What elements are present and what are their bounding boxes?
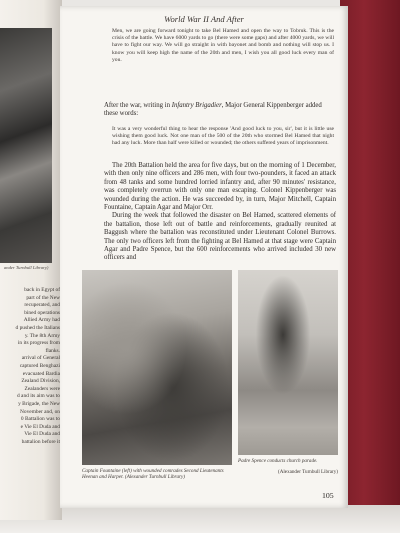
left-page-line: captured Benghazi — [19, 362, 60, 369]
left-page-line: bined operations — [24, 309, 60, 316]
left-page-line: y Brigade, the New — [18, 400, 60, 407]
left-page-line: Zealand Division, — [21, 378, 60, 385]
left-page-line: d and its aim was to — [17, 393, 60, 400]
running-head: World War II And After — [164, 14, 244, 24]
left-page-line: flanks. — [45, 347, 60, 354]
left-page-line: November and, on — [20, 408, 60, 415]
left-page-photo-caption: ander Turnbull Library) — [4, 265, 49, 270]
photo-padre-spence — [238, 270, 338, 455]
block-quote-speech: Men, we are going forward tonight to take Bel Hamed and open the way to Tobruk. This is the crisis of the battle. We have 6000 yards to go (there were some gaps) and after 4000 yards, we will have to fight our way. We will go straight in with bayonet and bomb and nothing will stop us. I know you will keep high the name of the 20th and men, I wish you all good luck every man of you. — [112, 28, 334, 63]
left-page-photo — [0, 28, 52, 263]
book-title-infantry-brigadier: Infantry Brigadier — [171, 102, 222, 109]
left-page-line: battalion before it — [21, 438, 60, 445]
photo2-credit: (Alexander Turnbull Library) — [278, 469, 338, 475]
body-text — [104, 162, 336, 263]
left-page-line: recuperated, and — [24, 302, 60, 309]
left-page-line: Zealanders were — [24, 385, 60, 392]
left-page-line: arrival of General — [21, 355, 60, 362]
page-number: 105 — [322, 491, 334, 500]
body-paragraph: During the week that followed the disaster on Bel Hamed, scattered elements of the battalion, those left out of battle and reinforcements, gradually reunited at Baggush where the battalion was reconstituted under Lieutenant Colonel Burrows. The only two officers left from the fighting at Bel Hamed at that stage were Captain Agar and Padre Spence, but the 600 reinforcements who arrived included 30 new officers and — [104, 212, 336, 262]
left-page — [0, 0, 62, 520]
left-page-line: e Vie El Duda and — [20, 423, 60, 430]
intro-text-after: , Major General Kippenberger added these words: — [104, 102, 322, 118]
left-page-line: Vie El Duda and — [24, 431, 60, 438]
left-page-line: 0 Battalion was to — [20, 416, 60, 423]
book-cover-edge — [340, 0, 400, 533]
body-paragraph: The 20th Battalion held the area for five days, but on the morning of 1 December, with then only nine officers and 286 men, with four two-pounders, it faced an attack from 48 tanks and some hundred lorried infantry and, after 90 minutes' resistance, was completely overrun with only one man escaping. Colonel Kippenberger was wounded during the action. He was succeeded by, in turn, Major Mitchell, Captain Fountaine, Captain Agar and Major Orr. — [104, 162, 336, 212]
left-page-line: in its progress from — [17, 340, 60, 347]
left-page-text — [2, 287, 60, 446]
intro-paragraph — [104, 102, 336, 119]
left-page-line: back in Egypt of — [24, 287, 60, 293]
left-page-line: y. The 8th Army — [24, 332, 60, 339]
photo1-caption: Captain Fountaine (left) with wounded comrades Second Lieutenants Heenan and Harper. (Alexander Turnbull Library) — [82, 468, 224, 481]
left-page-line: d pushed the Italians — [15, 324, 60, 331]
photo-captain-fountaine — [82, 270, 232, 465]
photo2-caption: Padre Spence conducts church parade. — [238, 458, 318, 464]
intro-text-before: After the war, writing in — [104, 102, 172, 109]
left-page-line: Allied Army had — [23, 317, 60, 324]
left-page-line: part of the New — [26, 294, 60, 301]
right-page — [60, 6, 348, 508]
block-quote-kippenberger: It was a very wonderful thing to hear the response 'And good luck to you, sir', but it is little use wishing them good luck. Not one man of the 500 of the 20th who stormed Bel Hamed that night had any luck. More than half were killed or wounded; the others suffered years of imprisonment. — [112, 126, 334, 147]
left-page-line: evacuated Bardia — [22, 370, 60, 377]
